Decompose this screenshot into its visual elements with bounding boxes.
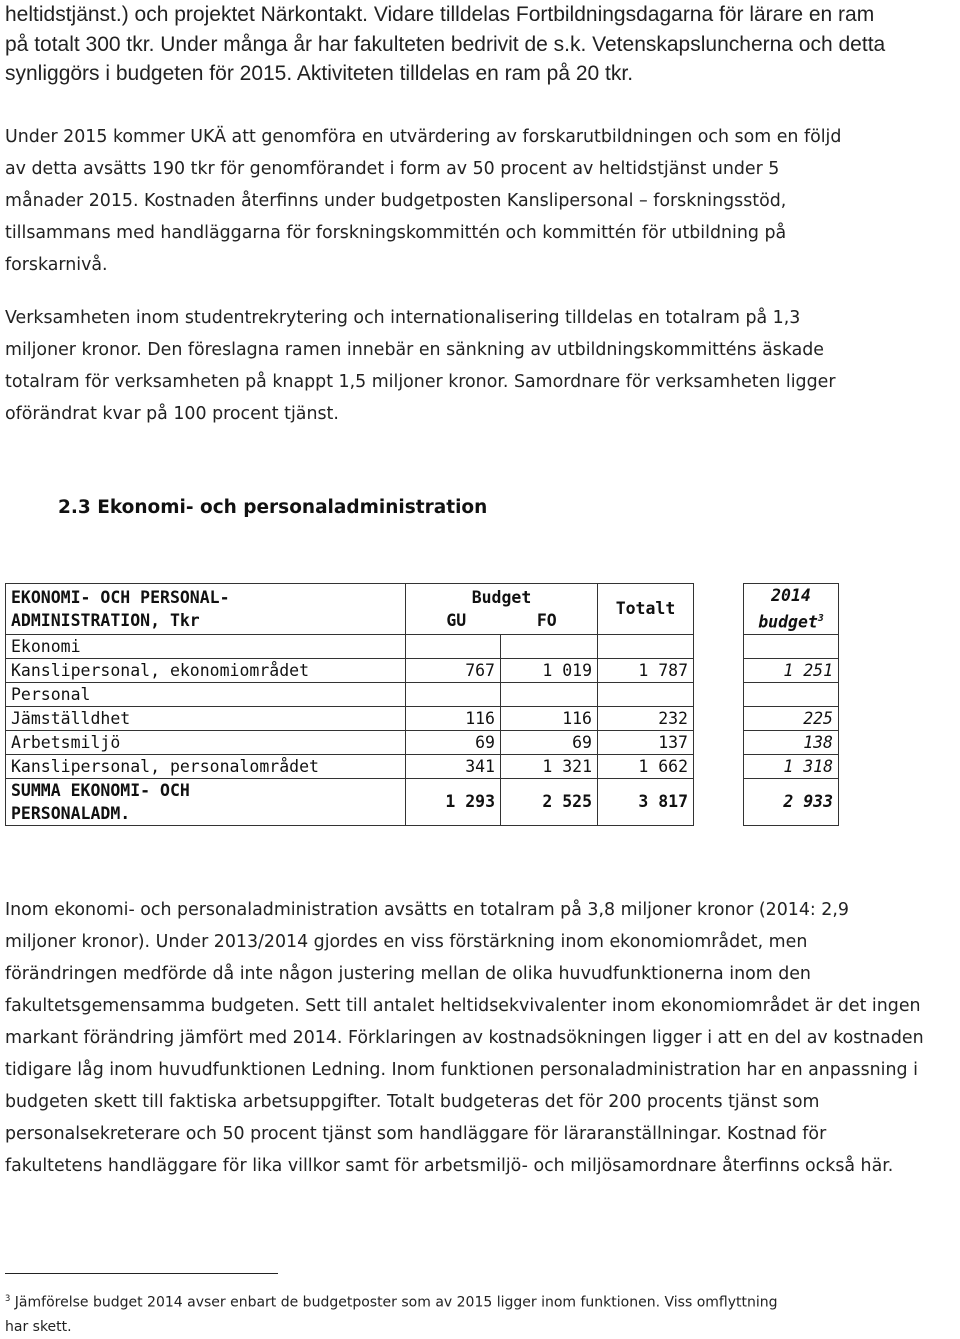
cell-2014 bbox=[744, 634, 839, 658]
sum-label-cell bbox=[6, 778, 406, 825]
cell-gu: 69 bbox=[406, 730, 501, 754]
cell-2014 bbox=[744, 682, 839, 706]
text-line: Inom ekonomi- och personaladministration avsätts en totalram på 3,8 miljoner kronor (2014: 2,9 bbox=[5, 900, 849, 920]
table-gap bbox=[694, 634, 744, 658]
row-label: Jämställdhet bbox=[6, 706, 406, 730]
paragraph-economy-admin bbox=[5, 894, 955, 1182]
cell-fo bbox=[501, 682, 598, 706]
cell-total: 232 bbox=[598, 706, 694, 730]
paragraph-intro bbox=[5, 0, 955, 89]
paragraph-uka-evaluation bbox=[5, 121, 955, 281]
cell-total bbox=[598, 682, 694, 706]
header-budget: Budget bbox=[471, 587, 532, 607]
cell-2014: 1 318 bbox=[744, 754, 839, 778]
sum-label-line: PERSONALADM. bbox=[11, 803, 131, 823]
text-line: miljoner kronor). Under 2013/2014 gjordes en viss förstärkning inom ekonomiområdet, men bbox=[5, 932, 808, 952]
table-header-row bbox=[6, 584, 839, 635]
text-line: fakultetsgemensamma budgeten. Sett till antalet heltidsekvivalenter inom ekonomiområdet är det ingen bbox=[5, 996, 921, 1016]
cell-fo bbox=[501, 634, 598, 658]
footnote-divider bbox=[5, 1273, 278, 1274]
row-label: Kanslipersonal, personalområdet bbox=[6, 754, 406, 778]
cell-fo: 116 bbox=[501, 706, 598, 730]
row-label: Personal bbox=[6, 682, 406, 706]
text-line: forskarnivå. bbox=[5, 255, 108, 275]
text-line: miljoner kronor. Den föreslagna ramen innebär en sänkning av utbildningskommitténs äskade bbox=[5, 340, 824, 360]
row-label: Kanslipersonal, ekonomiområdet bbox=[6, 658, 406, 682]
table-row bbox=[6, 658, 839, 682]
table-total-row bbox=[6, 778, 839, 825]
table-row bbox=[6, 730, 839, 754]
cell-total: 1 662 bbox=[598, 754, 694, 778]
text-line: synliggörs i budgeten för 2015. Aktiviteten tilldelas en ram på 20 tkr. bbox=[5, 62, 634, 85]
footnote-text: har skett. bbox=[5, 1318, 72, 1335]
text-line: Under 2015 kommer UKÄ att genomföra en utvärdering av forskarutbildningen och som en följd bbox=[5, 127, 842, 147]
text-line: av detta avsätts 190 tkr för genomförandet i form av 50 procent av heltidstjänst under 5 bbox=[5, 159, 780, 179]
cell-total: 137 bbox=[598, 730, 694, 754]
header-gu: GU bbox=[446, 610, 467, 630]
cell-fo: 69 bbox=[501, 730, 598, 754]
header-label-line: ADMINISTRATION, Tkr bbox=[11, 610, 200, 630]
section-heading: 2.3 Ekonomi- och personaladministration bbox=[58, 497, 488, 518]
sum-gu: 1 293 bbox=[406, 778, 501, 825]
row-label: Arbetsmiljö bbox=[6, 730, 406, 754]
table-row bbox=[6, 706, 839, 730]
header-fo: FO bbox=[536, 610, 557, 630]
cell-fo: 1 321 bbox=[501, 754, 598, 778]
cell-2014: 1 251 bbox=[744, 658, 839, 682]
table-gap bbox=[694, 706, 744, 730]
row-label: Ekonomi bbox=[6, 634, 406, 658]
header-2014-cell bbox=[744, 584, 839, 635]
table-row bbox=[6, 634, 839, 658]
text-line: oförändrat kvar på 100 procent tjänst. bbox=[5, 404, 339, 424]
header-2014-budget: budget bbox=[758, 612, 818, 632]
table-gap bbox=[694, 584, 744, 635]
header-label-cell bbox=[6, 584, 406, 635]
text-line: på totalt 300 tkr. Under många år har fakulteten bedrivit de s.k. Vetenskapsluncherna och detta bbox=[5, 32, 886, 56]
text-line: markant förändring jämfört med 2014. Förklaringen av kostnadsökningen ligger i att en del av kostnaden bbox=[5, 1028, 924, 1048]
table-gap bbox=[694, 754, 744, 778]
footnote-text: Jämförelse budget 2014 avser enbart de budgetposter som av 2015 ligger inom funktionen. Viss omflyttning bbox=[14, 1294, 778, 1311]
cell-gu bbox=[406, 682, 501, 706]
budget-table bbox=[5, 583, 839, 826]
sum-2014: 2 933 bbox=[744, 778, 839, 825]
cell-2014: 225 bbox=[744, 706, 839, 730]
text-line: förändringen medförde då inte någon justering mellan de olika huvudfunktionerna inom den bbox=[5, 964, 811, 984]
text-line: fakultetens handläggare för lika villkor samt för arbetsmiljö- och miljösamordnare återfinns också här. bbox=[5, 1156, 894, 1176]
text-line: budgeten skett till faktiska arbetsuppgifter. Totalt budgeteras det för 200 procents tjänst som bbox=[5, 1092, 820, 1112]
text-line: Verksamheten inom studentrekrytering och internationalisering tilldelas en totalram på 1,3 bbox=[5, 308, 801, 328]
cell-total: 1 787 bbox=[598, 658, 694, 682]
header-budget-cell bbox=[406, 584, 598, 635]
cell-2014: 138 bbox=[744, 730, 839, 754]
table-gap bbox=[694, 658, 744, 682]
text-line: heltidstjänst.) och projektet Närkontakt. Vidare tilldelas Fortbildningsdagarna för lärare en ram bbox=[5, 3, 875, 26]
text-line: tillsammans med handläggarna för forskningskommittén och kommittén för utbildning på bbox=[5, 223, 787, 243]
cell-fo: 1 019 bbox=[501, 658, 598, 682]
cell-total bbox=[598, 634, 694, 658]
table-gap bbox=[694, 682, 744, 706]
text-line: tidigare låg inom huvudfunktionen Ledning. Inom funktionen personaladministration har en anpassning i bbox=[5, 1060, 918, 1080]
sum-label-line: SUMMA EKONOMI- OCH bbox=[11, 780, 190, 800]
footnote-ref: 3 bbox=[817, 613, 824, 624]
text-line: personalsekreterare och 50 procent tjänst som handläggare för läraranställningar. Kostnad för bbox=[5, 1124, 827, 1144]
table-gap bbox=[694, 778, 744, 825]
footnote bbox=[5, 1286, 885, 1339]
table-gap bbox=[694, 730, 744, 754]
paragraph-student-recruitment bbox=[5, 302, 955, 430]
text-line: månader 2015. Kostnaden återfinns under budgetposten Kanslipersonal – forskningsstöd, bbox=[5, 191, 787, 211]
header-label-line: EKONOMI- OCH PERSONAL- bbox=[11, 587, 230, 607]
cell-gu: 116 bbox=[406, 706, 501, 730]
cell-gu: 341 bbox=[406, 754, 501, 778]
cell-gu: 767 bbox=[406, 658, 501, 682]
footnote-number: 3 bbox=[5, 1293, 11, 1303]
sum-total: 3 817 bbox=[598, 778, 694, 825]
table-row bbox=[6, 682, 839, 706]
cell-gu bbox=[406, 634, 501, 658]
text-line: totalram för verksamheten på knappt 1,5 miljoner kronor. Samordnare för verksamheten ligger bbox=[5, 372, 836, 392]
table-row bbox=[6, 754, 839, 778]
header-total: Totalt bbox=[598, 584, 694, 635]
header-2014-year: 2014 bbox=[771, 586, 811, 605]
sum-fo: 2 525 bbox=[501, 778, 598, 825]
